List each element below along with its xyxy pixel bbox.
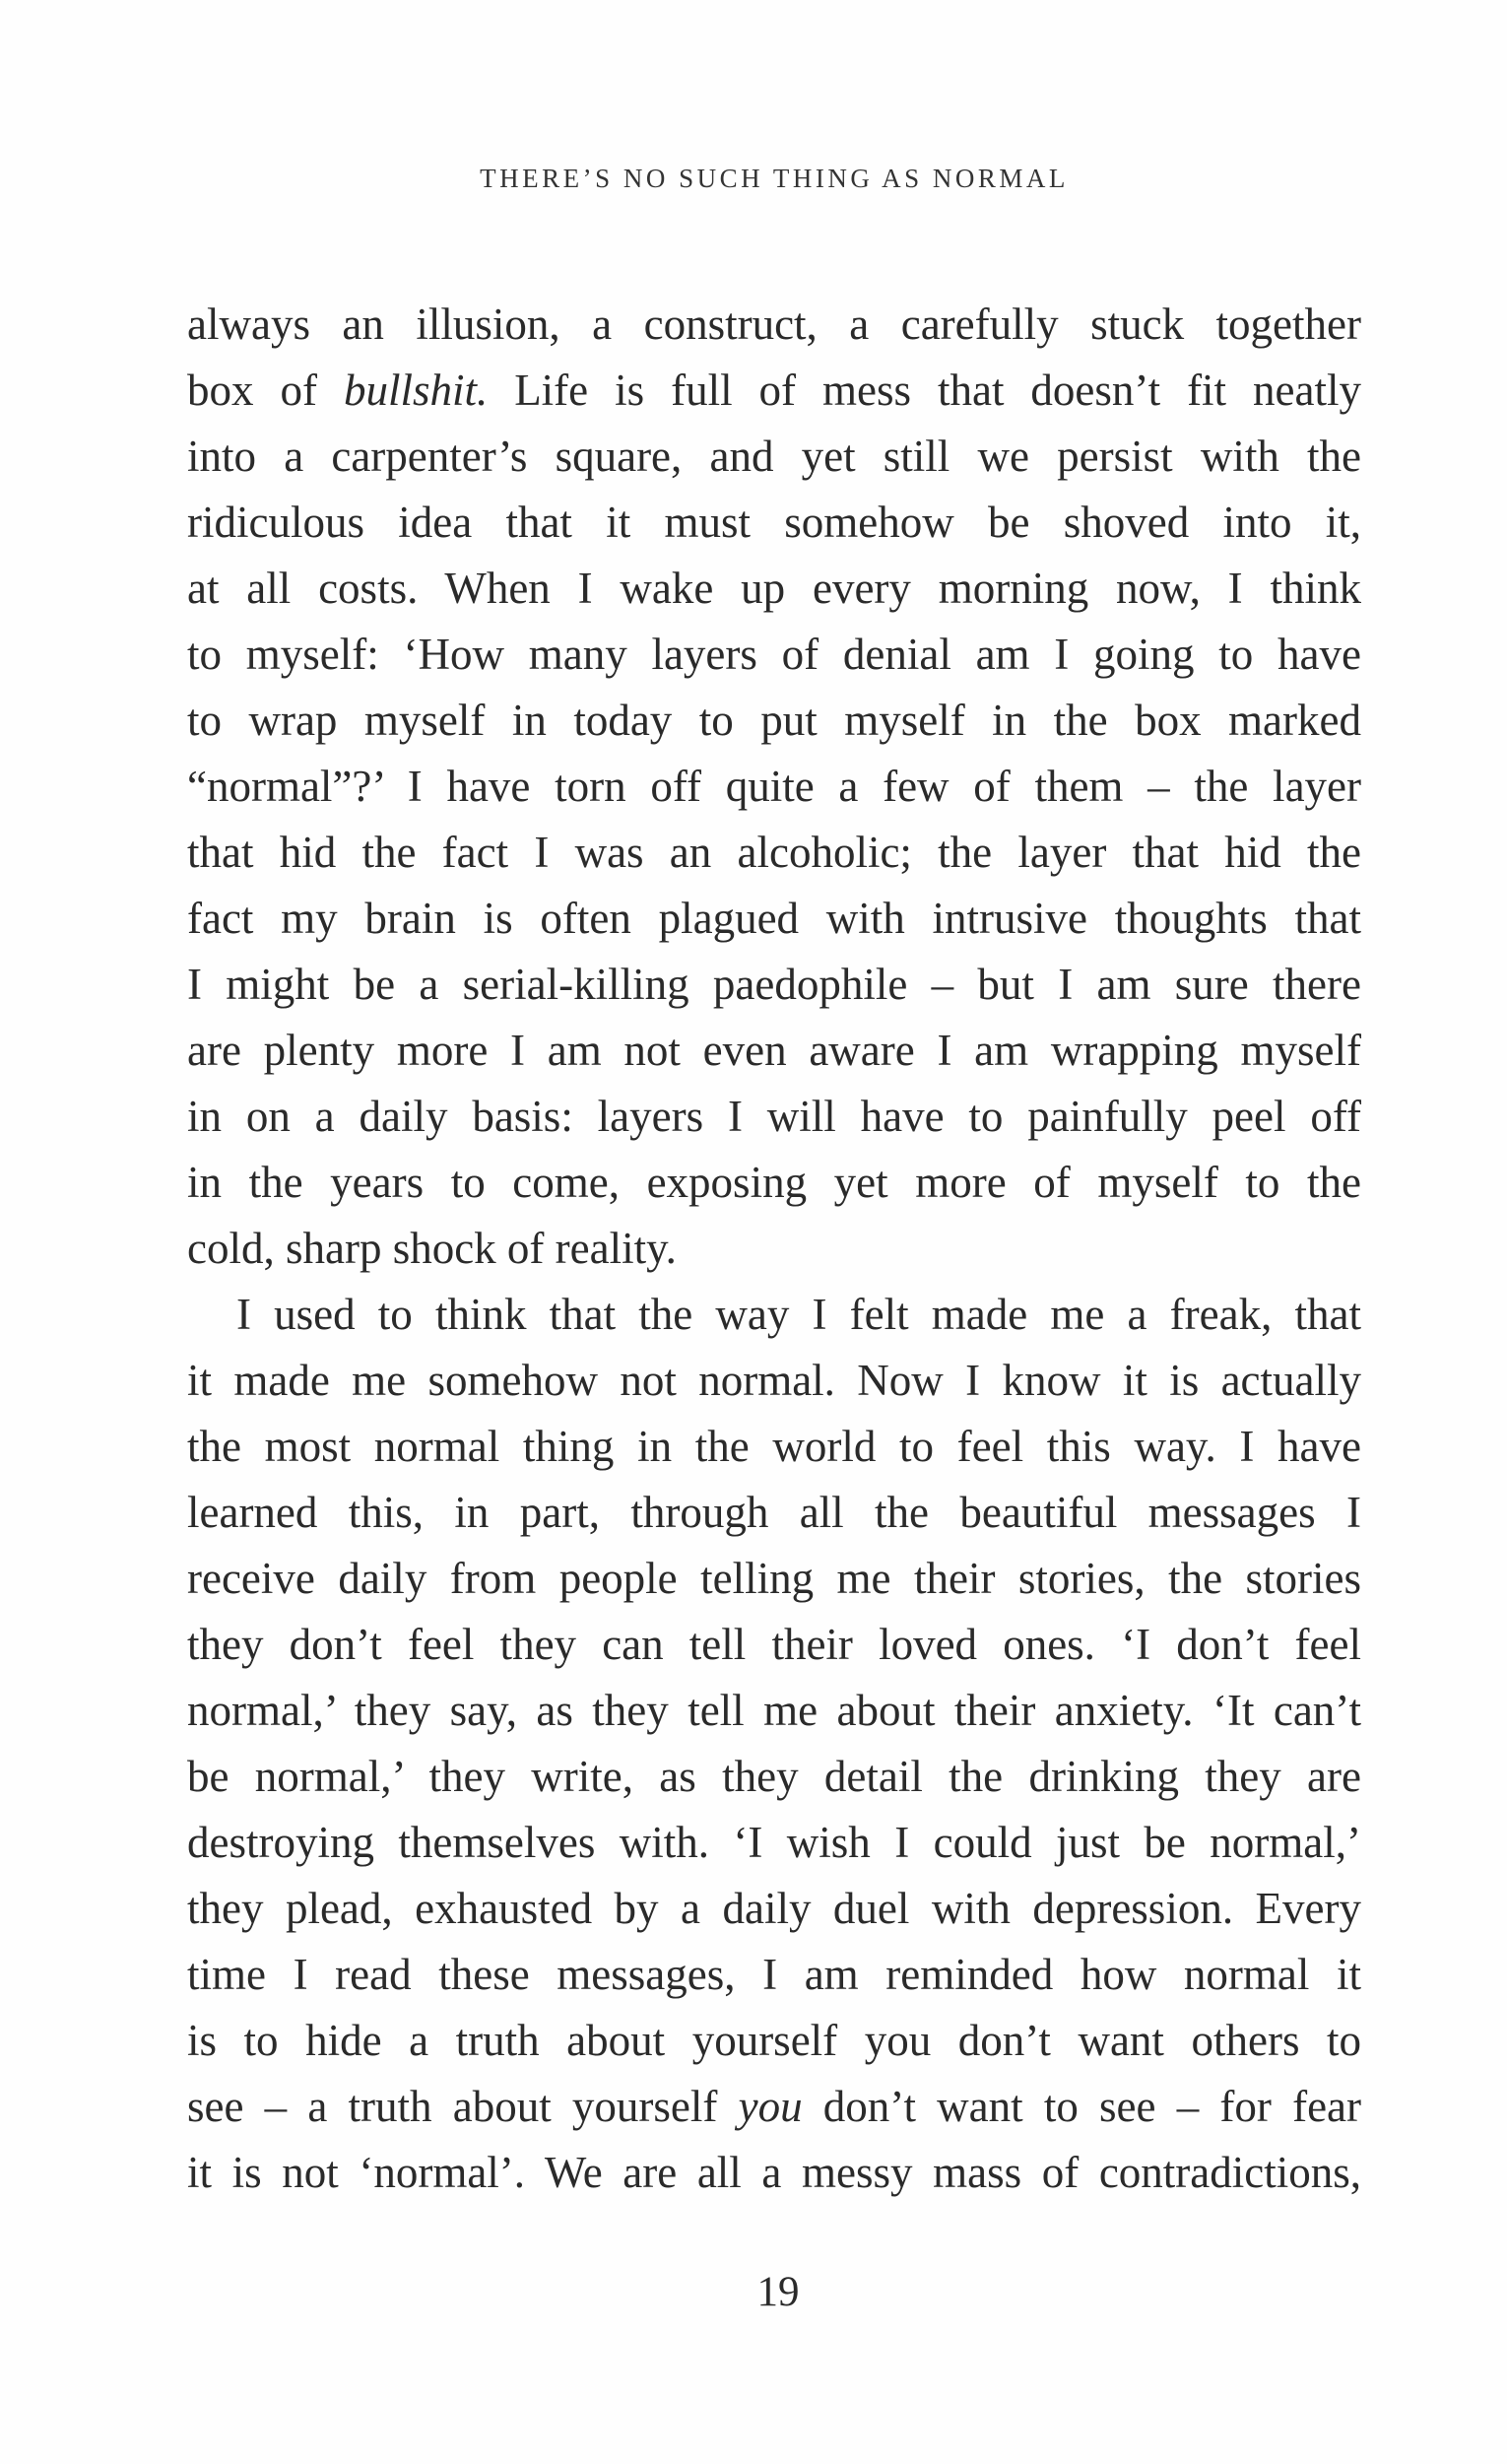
text-line: they don’t feel they can tell their loved ones. ‘I don’t feel [187, 1620, 1361, 1669]
text-line: are plenty more I am not even aware I am wrapping myself [187, 1026, 1361, 1075]
running-head: THERE’S NO SUCH THING AS NORMAL [480, 164, 1069, 193]
page-number: 19 [756, 2269, 800, 2315]
text-line: always an illusion, a construct, a carefully stuck together [187, 300, 1361, 349]
text-line: be normal,’ they write, as they detail the drinking they are [187, 1752, 1361, 1801]
text-line: ridiculous idea that it must somehow be shoved into it, [187, 498, 1361, 547]
text-line: it is not ‘normal’. We are all a messy mass of contradictions, [187, 2148, 1361, 2197]
text-line: I might be a serial-killing paedophile – but I am sure there [187, 960, 1361, 1009]
paragraph-1 [187, 292, 1361, 1282]
text-line: into a carpenter’s square, and yet still we persist with the [187, 432, 1361, 481]
text-line: the most normal thing in the world to feel this way. I have [187, 1422, 1361, 1471]
emphasis-you: you [738, 2082, 803, 2131]
text-line: in the years to come, exposing yet more of myself to the [187, 1158, 1361, 1207]
text-line: it made me somehow not normal. Now I know it is actually [187, 1356, 1361, 1405]
text-line: box of bullshit. Life is full of mess that doesn’t fit neatly [187, 366, 1361, 415]
text-line: see – a truth about yourself you don’t want to see – for fear [187, 2082, 1362, 2131]
text-line: time I read these messages, I am reminded how normal it [187, 1950, 1361, 1999]
text-line: they plead, exhausted by a daily duel with depression. Every [187, 1884, 1361, 1933]
text-line: fact my brain is often plagued with intrusive thoughts that [187, 894, 1361, 943]
text-line: to wrap myself in today to put myself in the box marked [187, 696, 1361, 745]
emphasis-bullshit: bullshit. [343, 366, 489, 415]
paragraph-2 [187, 1282, 1361, 2206]
text-line: I used to think that the way I felt made me a freak, that [236, 1290, 1361, 1339]
text-line: at all costs. When I wake up every morning now, I think [187, 564, 1361, 613]
body-text [187, 292, 1361, 2206]
text-line: destroying themselves with. ‘I wish I could just be normal,’ [187, 1818, 1361, 1867]
text-line: cold, sharp shock of reality. [187, 1224, 677, 1273]
text-line: receive daily from people telling me their stories, the stories [187, 1554, 1361, 1603]
text-line: normal,’ they say, as they tell me about their anxiety. ‘It can’t [187, 1686, 1361, 1735]
text-line: is to hide a truth about yourself you don’t want others to [187, 2016, 1361, 2065]
text-line: in on a daily basis: layers I will have to painfully peel off [187, 1092, 1361, 1141]
text-line: to myself: ‘How many layers of denial am I going to have [187, 630, 1361, 679]
text-line: learned this, in part, through all the beautiful messages I [187, 1488, 1361, 1537]
text-line: that hid the fact I was an alcoholic; the layer that hid the [187, 828, 1361, 877]
text-line: “normal”?’ I have torn off quite a few of them – the layer [187, 762, 1361, 811]
